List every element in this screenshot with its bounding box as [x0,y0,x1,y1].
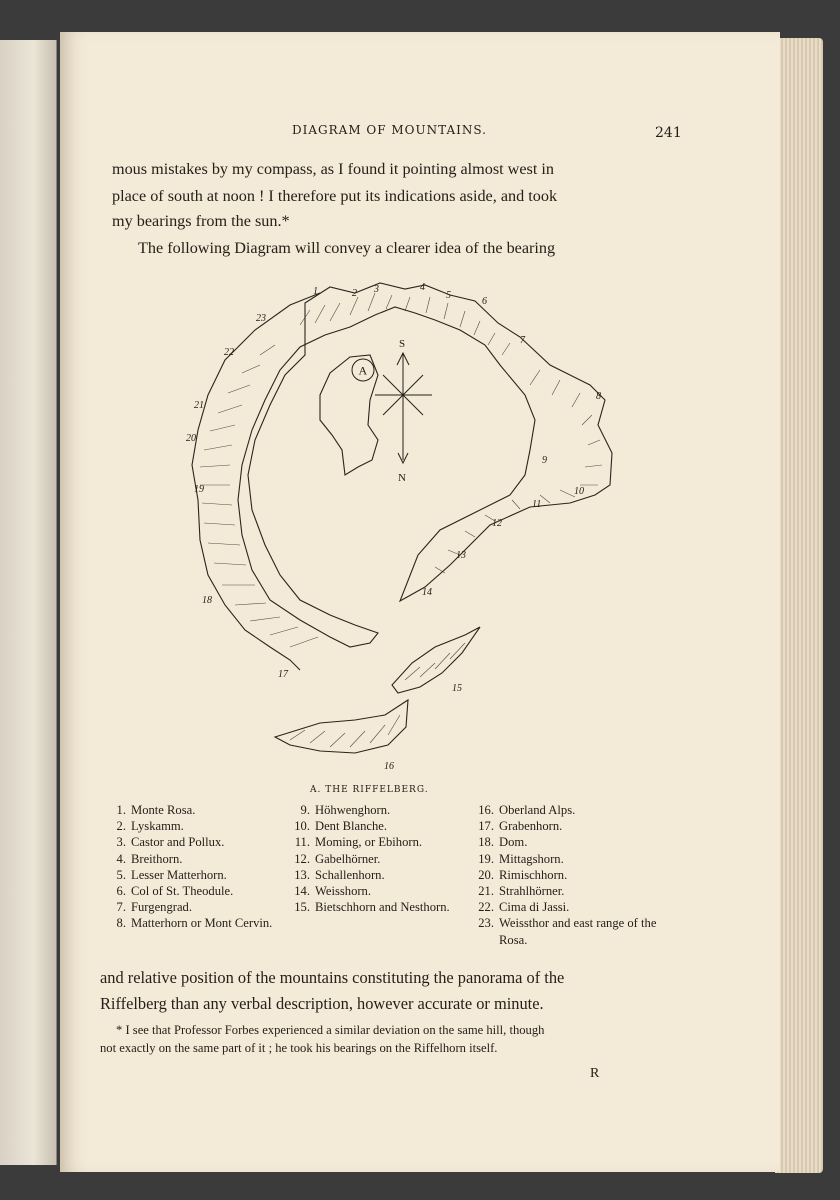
legend-name: Mittagshorn. [499,851,564,866]
legend-item [104,802,279,818]
body-line-4: The following Diagram will convey a clearer idea of the bearing [138,239,556,257]
diagram-number: 21 [194,400,204,411]
diagram-number: 3 [374,284,379,295]
legend-item [104,883,279,899]
marker-a-label: A [358,363,368,378]
range-15-outline [392,627,480,693]
legend-number: 6. [116,884,126,899]
legend-number: 21. [478,884,494,899]
diagram-number: 6 [482,296,487,307]
legend-item [104,818,279,834]
diagram-number: 8 [596,391,601,402]
legend-number: 11. [294,835,310,850]
legend-name: Moming, or Ebihorn. [315,835,423,850]
legend-item [288,883,460,899]
marker-a [352,359,374,381]
diagram-number: 12 [492,518,502,529]
body-line-2: place of south at noon ! I therefore put its indications aside, and took [112,187,558,205]
hatching-west [200,345,318,647]
footnote-line-2: not exactly on the same part of it ; he took his bearings on the Riffelhorn itself. [100,1041,498,1055]
legend-name: Weisshorn. [315,884,372,899]
legend-item [472,867,658,883]
legend-number: 8. [116,916,126,931]
legend-item [472,899,658,915]
diagram-number: 4 [420,282,425,293]
body-line-5: and relative position of the mountains constituting the panorama of the [100,968,565,987]
body-line-1: mous mistakes by my compass, as I found it pointing almost west in [112,160,554,178]
legend-number: 20. [478,867,494,882]
riffelberg-ridge-outline [320,355,378,475]
legend-number: 10. [294,819,310,834]
legend-number: 15. [294,900,310,915]
hatching-east [435,370,602,573]
legend-name: Dom. [499,835,528,850]
diagram-number: 23 [256,313,266,324]
legend-name: Lesser Matterhorn. [131,867,227,882]
page-stack-edges [775,38,823,1173]
legend-number: 17. [478,819,494,834]
legend-number: 23. [478,916,494,931]
legend-item [288,867,460,883]
diagram-number: 19 [194,484,204,495]
legend-name: Weissthor and east range of the Rosa. [499,916,657,947]
legend-name: Breithorn. [131,851,183,866]
legend-name: Dent Blanche. [315,819,388,834]
legend-number: 3. [116,835,126,850]
legend-name: Schallenhorn. [315,867,385,882]
legend-number: 13. [294,867,310,882]
diagram-number: 10 [574,486,584,497]
legend-item [472,834,658,850]
legend-name: Castor and Pollux. [131,835,225,850]
diagram-number: 13 [456,550,466,561]
legend-name: Bietschhorn and Nesthorn. [315,900,450,915]
diagram-number: 11 [532,499,542,510]
legend-number: 7. [116,900,126,915]
legend-item [472,818,658,834]
diagram-number: 17 [278,669,288,680]
legend-name: Oberland Alps. [499,803,576,817]
legend-item [472,802,658,818]
legend-name: Rimischhorn. [499,867,568,882]
legend-column-1 [104,802,279,932]
diagram-number: 14 [422,587,432,598]
legend-number: 19. [478,851,494,866]
legend-number: 18. [478,835,494,850]
signature-mark: R [590,1066,600,1081]
page-number: 241 [655,125,682,141]
legend-number: 22. [478,900,494,915]
legend-item [288,899,460,915]
legend-item [104,899,279,915]
legend-column-3 [472,802,658,948]
diagram-number: 9 [542,455,547,466]
legend-name: Furgengrad. [131,900,192,915]
compass-rose [375,353,432,463]
compass-south-label: S [399,338,406,350]
body-line-3: my bearings from the sun.* [112,212,290,230]
diagram-number: 7 [520,335,525,346]
legend-item [288,802,460,818]
hatching-16 [290,715,400,747]
legend-name: Matterhorn or Mont Cervin. [131,916,273,931]
mountain-panorama-diagram [180,275,620,775]
legend-item [472,915,658,947]
diagram-number: 18 [202,595,212,606]
legend-column-2 [288,802,460,915]
legend-name: Monte Rosa. [131,803,196,817]
legend-number: 1. [116,803,126,817]
diagram-caption: A. THE RIFFELBERG. [310,785,429,795]
legend-item [104,915,279,931]
legend-item [472,851,658,867]
legend-item [104,834,279,850]
running-head: DIAGRAM OF MOUNTAINS. [292,123,487,137]
legend-number: 2. [116,819,126,834]
legend-number: 9. [300,803,310,817]
diagram-number: 15 [452,683,462,694]
legend-item [472,883,658,899]
outer-shading-outline [192,293,320,670]
range-16-outline [275,700,408,753]
legend-number: 5. [116,867,126,882]
legend-item [288,834,460,850]
legend-number: 14. [294,884,310,899]
diagram-number: 20 [186,433,196,444]
facing-page-edge [0,40,57,1165]
diagram-number: 2 [352,288,357,299]
legend-name: Höhwenghorn. [315,803,391,817]
diagram-number: 16 [384,761,394,772]
diagram-number: 22 [224,347,234,358]
footnote-line-1: * I see that Professor Forbes experienced a similar deviation on the same hill, though [116,1023,545,1037]
compass-north-label: N [398,472,406,484]
legend-number: 16. [478,803,494,817]
legend-item [104,851,279,867]
legend-name: Cima di Jassi. [499,900,570,915]
diagram-number: 5 [446,290,451,301]
legend-item [288,818,460,834]
legend-name: Col of St. Theodule. [131,884,234,899]
legend-name: Gabelhörner. [315,851,381,866]
legend-number: 12. [294,851,310,866]
body-line-6: Riffelberg than any verbal description, however accurate or minute. [100,994,544,1013]
legend-name: Lyskamm. [131,819,184,834]
legend-name: Grabenhorn. [499,819,563,834]
diagram-number: 1 [313,286,318,297]
legend-name: Strahlhörner. [499,884,565,899]
legend-item [288,851,460,867]
legend-number: 4. [116,851,126,866]
legend-item [104,867,279,883]
